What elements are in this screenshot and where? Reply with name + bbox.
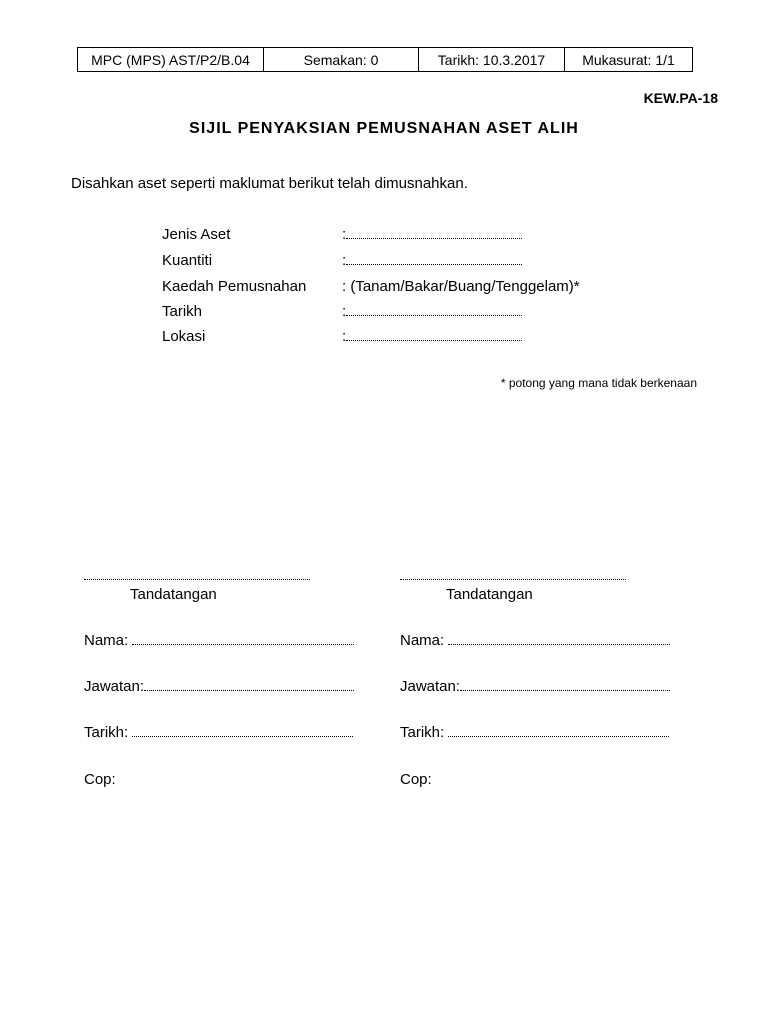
signature-caption-right: Tandatangan [446,586,533,603]
field-value-asset-type [342,226,522,243]
date-input-left[interactable] [132,724,353,737]
header-table [77,47,693,72]
form-code: KEW.PA-18 [643,90,718,106]
colon: : [342,252,347,269]
name-field-left: Nama: [84,632,354,649]
position-input-left[interactable] [144,678,354,691]
position-field-left: Jawatan: [84,678,354,695]
signature-line-right[interactable] [400,571,626,580]
name-input-right[interactable] [448,632,670,645]
field-value-method: : (Tanam/Bakar/Buang/Tenggelam)* [342,278,580,295]
dotted-fill-line[interactable] [346,252,522,265]
document-title: SIJIL PENYAKSIAN PEMUSNAHAN ASET ALIH [189,120,579,137]
field-value-quantity [342,252,522,269]
signature-line-left[interactable] [84,571,310,580]
dotted-fill-line[interactable] [346,328,522,341]
field-value-location [342,328,522,345]
colon: : [342,328,347,345]
colon: : [342,226,347,243]
position-input-right[interactable] [460,678,670,691]
dotted-fill-line[interactable] [346,303,522,316]
field-label-method: Kaedah Pemusnahan [162,278,307,295]
revision-cell: Semakan: 0 [264,48,419,72]
footnote: * potong yang mana tidak berkenaan [500,376,697,390]
field-label-location: Lokasi [162,328,206,345]
date-cell: Tarikh: 10.3.2017 [419,48,565,72]
date-field-left: Tarikh: [84,724,353,741]
dotted-fill-line[interactable] [346,226,522,239]
page-cell: Mukasurat: 1/1 [565,48,693,72]
field-label-asset-type: Jenis Aset [162,226,231,243]
stamp-label-left: Cop: [84,771,116,788]
doc-ref-cell: MPC (MPS) AST/P2/B.04 [78,48,264,72]
stamp-label-right: Cop: [400,771,432,788]
date-input-right[interactable] [448,724,669,737]
colon: : [342,303,347,320]
name-input-left[interactable] [132,632,354,645]
field-value-date [342,303,522,320]
field-label-quantity: Kuantiti [162,252,213,269]
position-field-right: Jawatan: [400,678,670,695]
intro-text: Disahkan aset seperti maklumat berikut telah dimusnahkan. [71,175,468,192]
name-field-right: Nama: [400,632,670,649]
date-field-right: Tarikh: [400,724,669,741]
signature-caption-left: Tandatangan [130,586,217,603]
field-label-date: Tarikh [162,303,203,320]
